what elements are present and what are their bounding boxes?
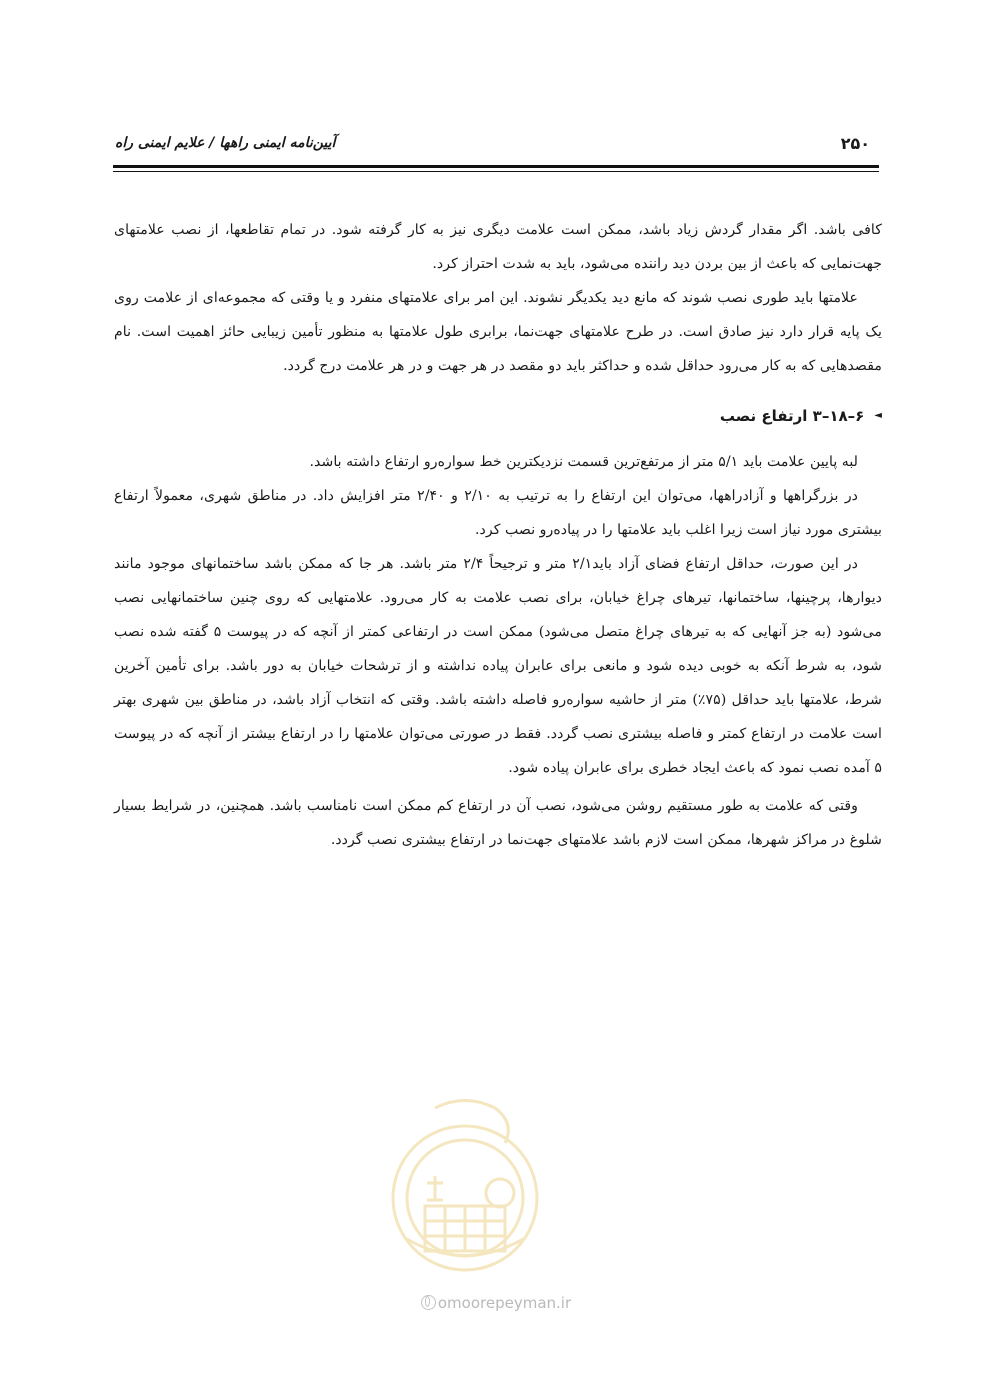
paragraph: در بزرگراهها و آزادراهها، می‌توان این ارتفاع را به ترتیب به ۲/۱۰ و ۲/۴۰ متر افزایش داد. در مناطق شهری، معمولاً ارتفاع بیشتری مورد نیاز است زیرا اغلب باید علامتها را در پیاده‌رو نصب کرد.: [114, 488, 882, 538]
paragraph: کافی باشد. اگر مقدار گردش زیاد باشد، ممکن است علامت دیگری نیز به کار گرفته شود. در تمام تقاطعها، از نصب علامتهای جهت‌نمایی که باعث از بین بردن دید راننده می‌شود، باید به شدت احتراز کرد.: [114, 222, 882, 272]
page-number: ۲۵۰: [840, 133, 870, 153]
globe-icon: [421, 1295, 436, 1310]
watermark-seal-icon: [365, 1088, 565, 1288]
paragraph: لبه پایین علامت باید ۵/۱ متر از مرتفع‌ترین قسمت نزدیکترین خط سواره‌رو ارتفاع داشته باشد.: [309, 454, 858, 470]
website-url: omoorepeyman.ir: [437, 1294, 572, 1312]
running-header: [115, 126, 870, 160]
body-text: [114, 213, 882, 857]
header-rule-thick: [113, 165, 879, 168]
paragraph: در این صورت، حداقل ارتفاع فضای آزاد باید۲/۱ متر و ترجیحاً ۲/۴ متر باشد. هر جا که ممکن باشد ساختمانهای موجود مانند دیوارها، پرچینها، ساختمانها، تیرهای چراغ خیابان، برای نصب علامت به کار می‌رود. علامتهایی که روی چنین ساختمانهایی نصب می‌شود (به جز آنهایی که به تیرهای چراغ متصل می‌شود) ممکن است در ارتفاعی کمتر از آنچه که در پیوست ۵ گفته شده نصب شود، به شرط آنکه به خوبی دیده شود و مانعی برای عابران پیاده نداشته و از ترشحات خیابان به دور باشد. برای تأمین آخرین شرط، علامتها باید حداقل (۷۵٪) متر از حاشیه سواره‌رو فاصله داشته باشد. وقتی که انتخاب آزاد باشد، در مناطق بین شهری بهتر است علامت در ارتفاع کمتر و فاصله بیشتری نصب گردد. فقط در صورتی می‌توان علامتها را در ارتفاع بیشتر از آنچه که در پیوست ۵ آمده نصب نمود که باعث ایجاد خطری برای عابران پیاده شود.: [114, 556, 882, 776]
triangle-bullet-icon: ◄: [874, 410, 882, 421]
header-rule-thin: [113, 171, 879, 172]
website-watermark: [0, 1294, 992, 1312]
section-heading-text: ۶–۱۸–۳ ارتفاع نصب: [719, 407, 865, 425]
running-title: آیین‌نامه ایمنی راهها / علایم ایمنی راه: [115, 135, 336, 151]
paragraph: علامتها باید طوری نصب شوند که مانع دید یکدیگر نشوند. این امر برای علامتهای منفرد و یا وقتی که مجموعه‌ای از علامت روی یک پایه قرار دارد نیز صادق است. در طرح علامتهای جهت‌نما، برابری طول علامتها به منظور تأمین زیبایی حائز اهمیت است. نام مقصدهایی که به کار می‌رود حداقل شده و حداکثر باید دو مقصد در هر جهت و در هر علامت درج گردد.: [114, 290, 882, 374]
paragraph: وقتی که علامت به طور مستقیم روشن می‌شود، نصب آن در ارتفاع کم ممکن است نامناسب باشد. همچنین، در شرایط بسیار شلوغ در مراکز شهرها، ممکن است لازم باشد علامتهای جهت‌نما در ارتفاع بیشتری نصب گردد.: [114, 798, 882, 848]
section-heading: [114, 401, 882, 431]
